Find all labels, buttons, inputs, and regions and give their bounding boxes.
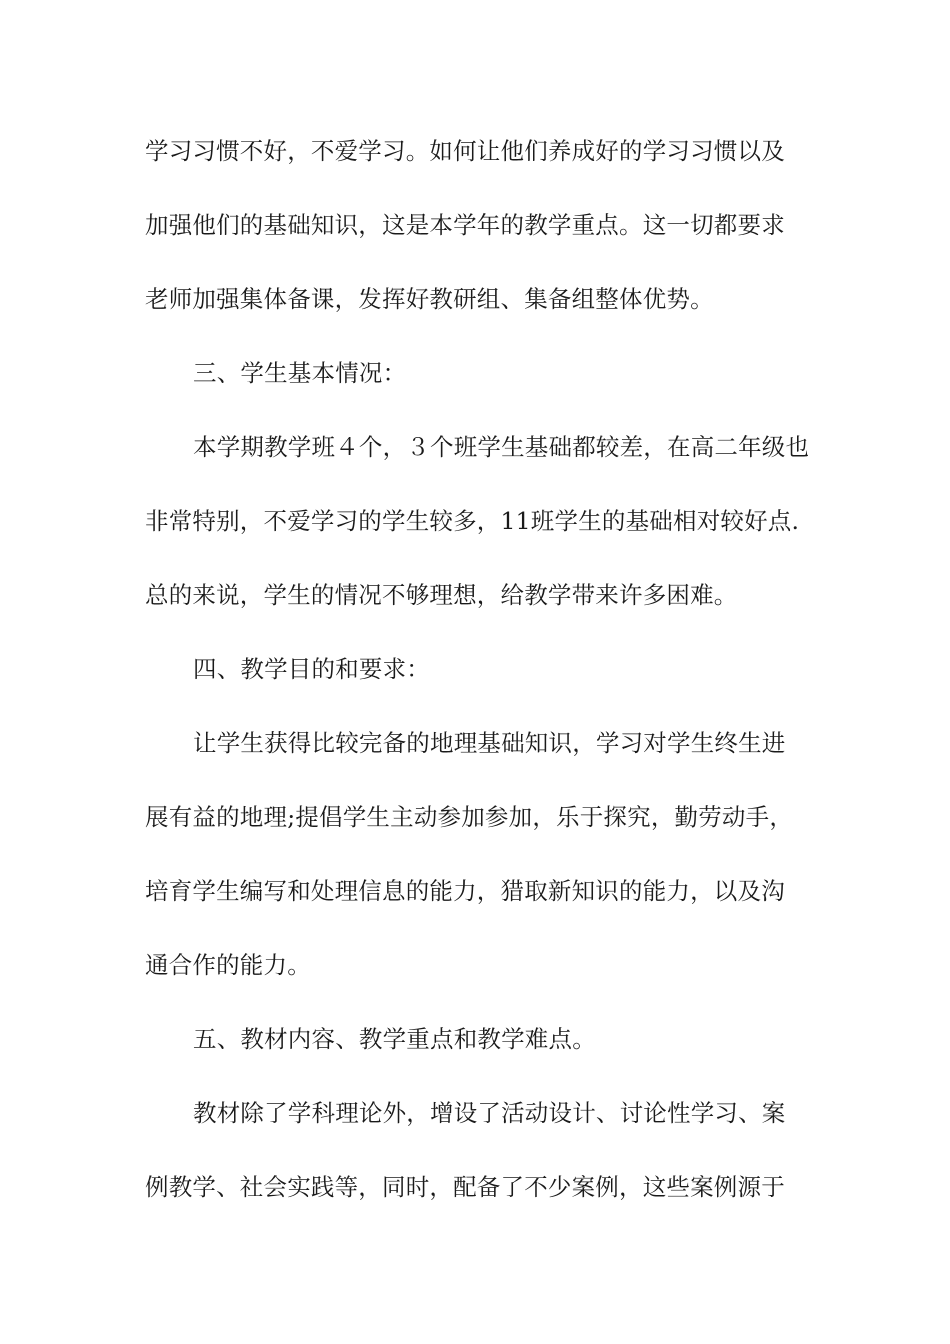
section-heading: 三、学生基本情况： bbox=[193, 359, 407, 387]
text-line: 总的来说，学生的情况不够理想，给教学带来许多困难。 bbox=[145, 581, 738, 609]
text-line: 老师加强集体备课，发挥好教研组、集备组整体优势。 bbox=[145, 285, 714, 313]
section-heading: 五、教材内容、教学重点和教学难点。 bbox=[193, 1025, 596, 1053]
text-line: 学习习惯不好，不爱学习。如何让他们养成好的学习习惯以及 bbox=[145, 137, 785, 165]
text-line: 教材除了学科理论外，增设了活动设计、讨论性学习、案 bbox=[193, 1099, 786, 1127]
text-line: 加强他们的基础知识，这是本学年的教学重点。这一切都要求 bbox=[145, 211, 785, 239]
text-line: 培育学生编写和处理信息的能力，猎取新知识的能力，以及沟 bbox=[145, 877, 785, 905]
text-line: 例教学、社会实践等，同时，配备了不少案例，这些案例源于 bbox=[145, 1173, 785, 1201]
text-line: 展有益的地理;提倡学生主动参加参加，乐于探究，勤劳动手， bbox=[145, 803, 794, 831]
text-line: 非常特别，不爱学习的学生较多，11班学生的基础相对较好点. bbox=[145, 507, 800, 535]
text-line: 通合作的能力。 bbox=[145, 951, 311, 979]
text-line: 本学期教学班４个，３个班学生基础都较差，在高二年级也 bbox=[193, 433, 810, 461]
section-heading: 四、教学目的和要求： bbox=[193, 655, 430, 683]
text-line: 让学生获得比较完备的地理基础知识，学习对学生终生进 bbox=[193, 729, 786, 757]
